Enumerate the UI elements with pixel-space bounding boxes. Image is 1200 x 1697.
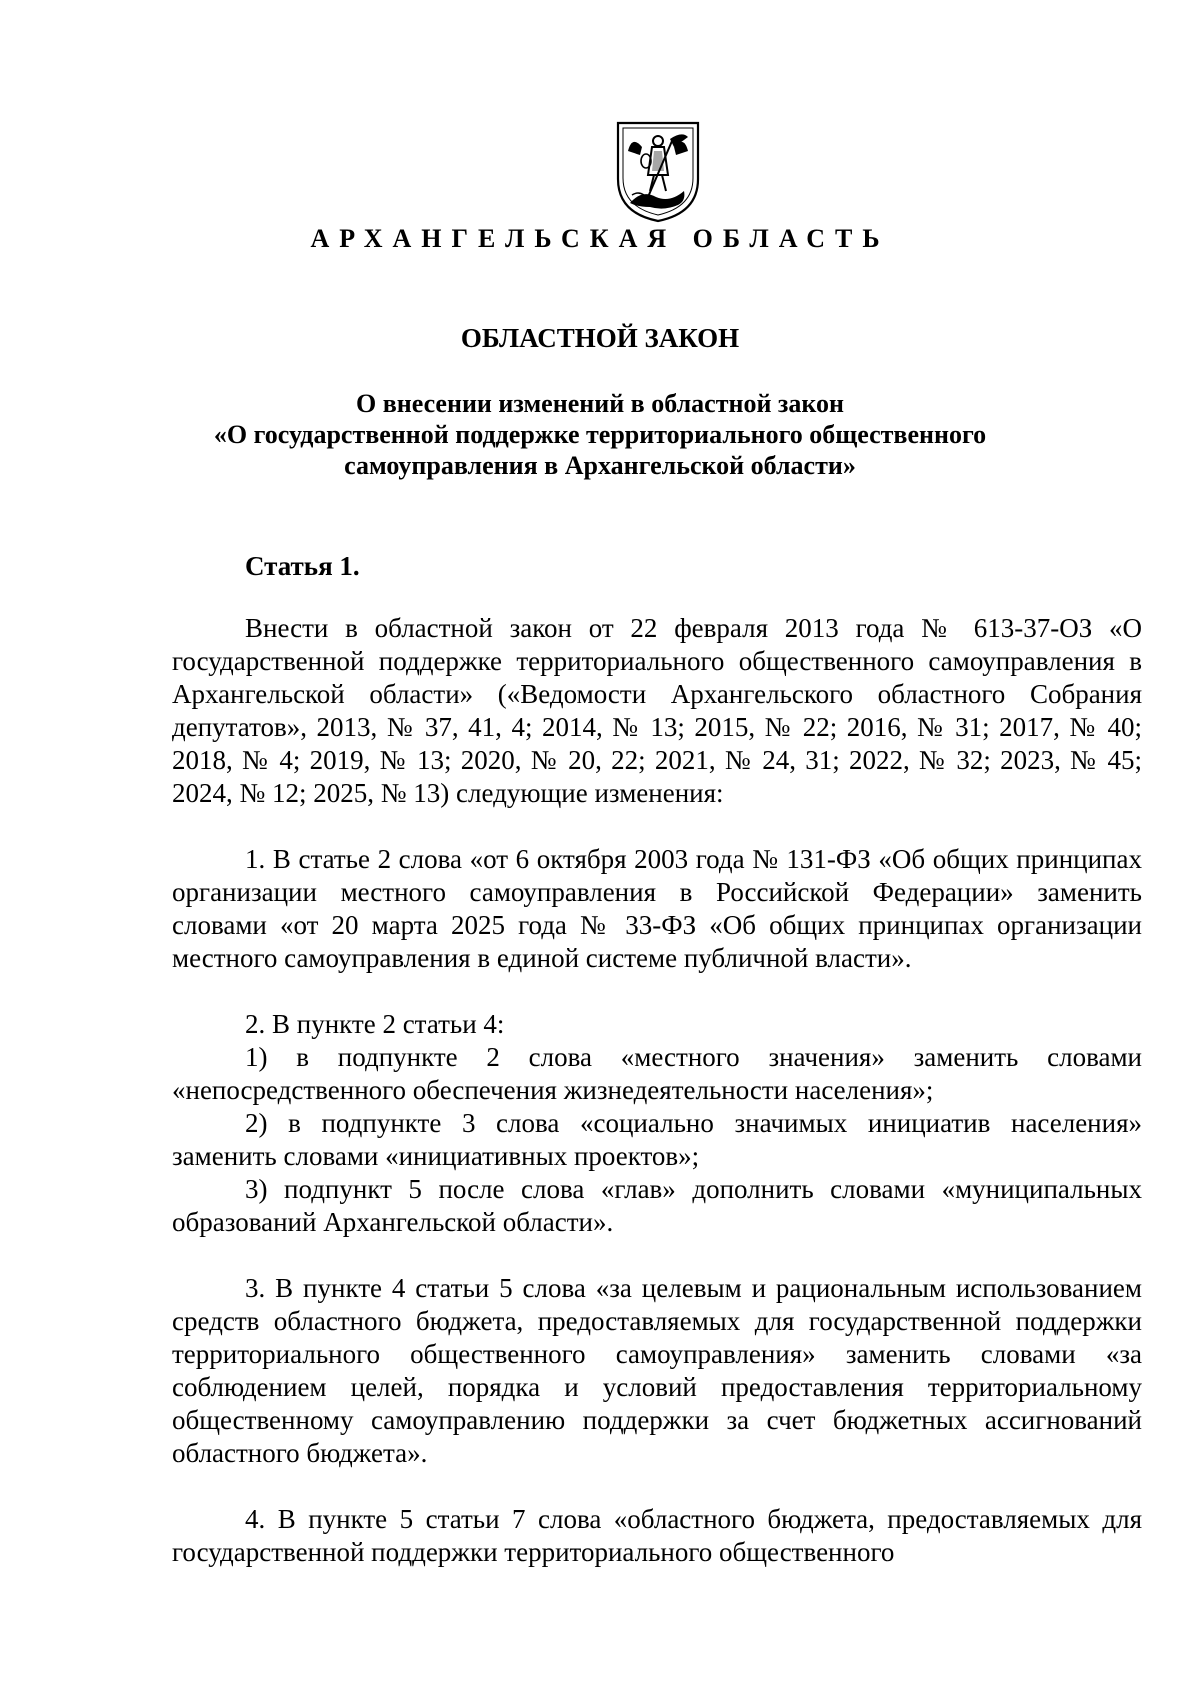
- coat-of-arms-icon: [614, 117, 702, 225]
- paragraph-intro: Внести в областной закон от 22 февраля 2013 года № 613-37-ОЗ «О государственной поддержке территориального общественного самоуправления в Архангельской области» («Ведомости Архангельского областного Собрания депутатов», 2013, № 37, 41, 4; 2014, № 13; 2015, № 22; 2016, № 31; 2017, № 40; 2018, № 4; 2019, № 13; 2020, № 20, 22; 2021, № 24, 31; 2022, № 32; 2023, № 45; 2024, № 12; 2025, № 13) следующие изменения:: [172, 613, 1142, 808]
- article-body: [172, 612, 1142, 1569]
- document-type: ОБЛАСТНОЙ ЗАКОН: [460, 323, 740, 353]
- paragraph-item-4: 4. В пункте 5 статьи 7 слова «областного бюджета, предоставляемых для государственной поддержки территориального общественного: [172, 1504, 1142, 1567]
- law-title: [180, 388, 1020, 481]
- paragraph-item-1: 1. В статье 2 слова «от 6 октября 2003 года № 131-ФЗ «Об общих принципах организации местного самоуправления в Российской Федерации» заменить словами «от 20 марта 2025 года № 33-ФЗ «Об общих принципах организации местного самоуправления в единой системе публичной власти».: [172, 844, 1142, 973]
- article-heading: Статья 1.: [245, 551, 360, 581]
- region-name: АРХАНГЕЛЬСКАЯ ОБЛАСТЬ: [310, 224, 890, 253]
- paragraph-item-2: 2. В пункте 2 статьи 4:: [245, 1009, 505, 1039]
- paragraph-item-3: 3. В пункте 4 статьи 5 слова «за целевым и рациональным использованием средств областного бюджета, предоставляемых для государственной поддержки территориального общественного самоуправления» заменить словами «за соблюдением целей, порядка и условий предоставления территориальному общественному самоуправлению поддержки за счет бюджетных ассигнований областного бюджета».: [172, 1273, 1142, 1468]
- subparagraph-1: 1) в подпункте 2 слова «местного значения» заменить словами «непосредственного обеспечения жизнедеятельности населения»;: [172, 1042, 1142, 1105]
- law-title-line: «О государственной поддержке территориального общественного: [213, 420, 987, 449]
- subparagraph-2: 2) в подпункте 3 слова «социально значимых инициатив населения» заменить словами «инициативных проектов»;: [172, 1108, 1142, 1171]
- subparagraph-3: 3) подпункт 5 после слова «глав» дополнить словами «муниципальных образований Архангельской области».: [172, 1174, 1142, 1237]
- law-title-line: самоуправления в Архангельской области»: [344, 451, 856, 480]
- law-title-line: О внесении изменений в областной закон: [355, 389, 845, 418]
